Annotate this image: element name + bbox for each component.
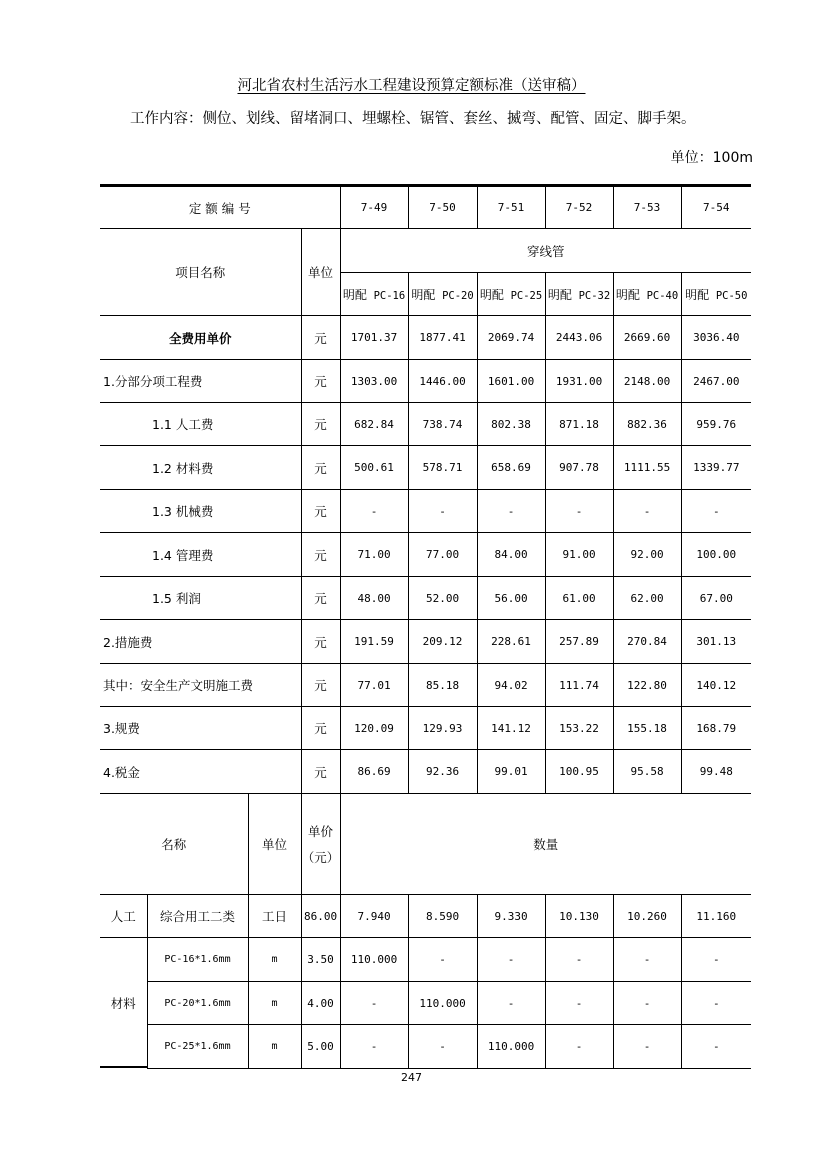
cost-row-unit: 元 xyxy=(301,533,340,577)
cost-value: 2443.06 xyxy=(545,316,613,360)
cost-row-name: 2.措施费 xyxy=(100,620,301,664)
cost-value: 1339.77 xyxy=(681,446,751,490)
cost-value: 500.61 xyxy=(340,446,408,490)
cost-value: 209.12 xyxy=(408,620,477,664)
cost-value: 1931.00 xyxy=(545,360,613,403)
cost-row xyxy=(100,360,751,403)
spec-header xyxy=(613,273,681,316)
cost-value: 738.74 xyxy=(408,403,477,446)
cost-row-unit: 元 xyxy=(301,664,340,707)
quota-code: 7-50 xyxy=(408,186,477,229)
cost-value: - xyxy=(408,490,477,533)
cost-value: 155.18 xyxy=(613,707,681,750)
material-price: 3.50 xyxy=(301,938,340,982)
price-label-line2: （元） xyxy=(301,850,340,865)
cost-value: 871.18 xyxy=(545,403,613,446)
cost-row xyxy=(100,664,751,707)
labor-unit: 工日 xyxy=(248,895,301,938)
material-price: 5.00 xyxy=(301,1025,340,1069)
quota-code-label: 定 额 编 号 xyxy=(100,186,340,229)
resource-header-row xyxy=(100,794,751,895)
material-unit: m xyxy=(248,982,301,1025)
cost-value: 52.00 xyxy=(408,577,477,620)
cost-value: 301.13 xyxy=(681,620,751,664)
resource-name-header: 名称 xyxy=(100,794,248,895)
cost-value: 140.12 xyxy=(681,664,751,707)
cost-row-unit: 元 xyxy=(301,403,340,446)
spec-prefix: 明配 xyxy=(685,287,710,302)
cost-value: - xyxy=(613,490,681,533)
labor-category: 人工 xyxy=(100,895,147,938)
material-row xyxy=(100,938,751,982)
material-name: PC-20*1.6mm xyxy=(147,982,248,1025)
quota-code: 7-49 xyxy=(340,186,408,229)
cost-value: 270.84 xyxy=(613,620,681,664)
cost-value: 56.00 xyxy=(477,577,545,620)
cost-row-name: 全费用单价 xyxy=(100,316,301,360)
cost-value: 959.76 xyxy=(681,403,751,446)
header-row-group xyxy=(100,229,751,273)
item-name-header: 项目名称 xyxy=(100,229,301,316)
cost-row-name: 1.分部分项工程费 xyxy=(100,360,301,403)
cost-value: 141.12 xyxy=(477,707,545,750)
cost-row xyxy=(100,533,751,577)
quota-code-row xyxy=(100,186,751,229)
cost-row xyxy=(100,750,751,794)
resource-price-header xyxy=(301,794,340,895)
work-content: 工作内容：侧位、划线、留堵洞口、埋螺栓、锯管、套丝、揻弯、配管、固定、脚手架。 xyxy=(130,111,696,127)
spec-code: PC-40 xyxy=(646,289,679,302)
cost-row-unit: 元 xyxy=(301,360,340,403)
cost-value: 100.95 xyxy=(545,750,613,794)
cost-value: 1446.00 xyxy=(408,360,477,403)
cost-value: 2669.60 xyxy=(613,316,681,360)
spec-prefix: 明配 xyxy=(547,287,572,302)
cost-row-name: 4.税金 xyxy=(100,750,301,794)
cost-value: 1877.41 xyxy=(408,316,477,360)
spec-code: PC-20 xyxy=(442,289,474,302)
labor-price: 86.00 xyxy=(301,895,340,938)
cost-value: 85.18 xyxy=(408,664,477,707)
cost-value: 802.38 xyxy=(477,403,545,446)
quantity-header: 数量 xyxy=(340,794,751,895)
cost-value: 882.36 xyxy=(613,403,681,446)
labor-qty: 11.160 xyxy=(681,895,751,938)
cost-row-unit: 元 xyxy=(301,490,340,533)
spec-prefix: 明配 xyxy=(342,287,367,302)
document-title xyxy=(0,74,823,95)
material-row xyxy=(100,982,751,1025)
material-qty: - xyxy=(340,982,408,1025)
cost-row-unit: 元 xyxy=(301,577,340,620)
cost-value: - xyxy=(477,490,545,533)
cost-value: 48.00 xyxy=(340,577,408,620)
unit-header: 单位 xyxy=(301,229,340,316)
spec-prefix: 明配 xyxy=(479,287,504,302)
cost-row-unit: 元 xyxy=(301,620,340,664)
labor-row xyxy=(100,895,751,938)
cost-value: - xyxy=(545,490,613,533)
material-qty: - xyxy=(613,938,681,982)
cost-value: 129.93 xyxy=(408,707,477,750)
material-name: PC-25*1.6mm xyxy=(147,1025,248,1069)
labor-qty: 10.260 xyxy=(613,895,681,938)
cost-value: 100.00 xyxy=(681,533,751,577)
material-price: 4.00 xyxy=(301,982,340,1025)
cost-value: 1601.00 xyxy=(477,360,545,403)
material-qty: - xyxy=(545,982,613,1025)
material-qty: 110.000 xyxy=(477,1025,545,1069)
labor-qty: 7.940 xyxy=(340,895,408,938)
cost-value: 2467.00 xyxy=(681,360,751,403)
quota-table xyxy=(100,184,751,1069)
cost-value: 99.01 xyxy=(477,750,545,794)
cost-value: 91.00 xyxy=(545,533,613,577)
cost-value: 1701.37 xyxy=(340,316,408,360)
cost-row-unit: 元 xyxy=(301,707,340,750)
spec-code: PC-25 xyxy=(510,289,543,302)
cost-value: 257.89 xyxy=(545,620,613,664)
spec-prefix: 明配 xyxy=(615,287,640,302)
quota-code: 7-53 xyxy=(613,186,681,229)
spec-header xyxy=(408,273,477,316)
labor-qty: 8.590 xyxy=(408,895,477,938)
cost-value: - xyxy=(340,490,408,533)
cost-row xyxy=(100,490,751,533)
material-qty: - xyxy=(340,1025,408,1069)
cost-value: 1303.00 xyxy=(340,360,408,403)
cost-value: 111.74 xyxy=(545,664,613,707)
cost-value: 3036.40 xyxy=(681,316,751,360)
cost-row-unit: 元 xyxy=(301,750,340,794)
labor-qty: 9.330 xyxy=(477,895,545,938)
material-qty: - xyxy=(545,1025,613,1069)
labor-name: 综合用工二类 xyxy=(147,895,248,938)
spec-header xyxy=(477,273,545,316)
material-qty: - xyxy=(681,938,751,982)
cost-value: 77.00 xyxy=(408,533,477,577)
quota-code: 7-51 xyxy=(477,186,545,229)
cost-row-name: 1.3 机械费 xyxy=(100,490,301,533)
page-number: 247 xyxy=(401,1071,422,1084)
cost-value: 92.00 xyxy=(613,533,681,577)
spec-code: PC-16 xyxy=(373,289,406,302)
cost-row-name: 1.2 材料费 xyxy=(100,446,301,490)
labor-qty: 10.130 xyxy=(545,895,613,938)
material-qty: - xyxy=(477,938,545,982)
cost-value: - xyxy=(681,490,751,533)
cost-row xyxy=(100,446,751,490)
cost-row xyxy=(100,577,751,620)
material-qty: 110.000 xyxy=(340,938,408,982)
cost-value: 122.80 xyxy=(613,664,681,707)
cost-row xyxy=(100,620,751,664)
cost-value: 153.22 xyxy=(545,707,613,750)
spec-code: PC-32 xyxy=(578,289,611,302)
table-bottom-rule xyxy=(100,1066,147,1068)
cost-row-name: 1.1 人工费 xyxy=(100,403,301,446)
material-qty: - xyxy=(408,1025,477,1069)
spec-header xyxy=(340,273,408,316)
cost-row xyxy=(100,707,751,750)
cost-value: 578.71 xyxy=(408,446,477,490)
material-qty: - xyxy=(681,982,751,1025)
cost-value: 86.69 xyxy=(340,750,408,794)
cost-value: 191.59 xyxy=(340,620,408,664)
cost-value: 95.58 xyxy=(613,750,681,794)
cost-row-name: 1.5 利润 xyxy=(100,577,301,620)
material-qty: - xyxy=(613,982,681,1025)
cost-row-unit: 元 xyxy=(301,316,340,360)
material-qty: - xyxy=(613,1025,681,1069)
material-category: 材料 xyxy=(100,938,147,1069)
cost-value: 2148.00 xyxy=(613,360,681,403)
cost-value: 67.00 xyxy=(681,577,751,620)
material-qty: - xyxy=(477,982,545,1025)
material-qty: - xyxy=(681,1025,751,1069)
material-qty: - xyxy=(408,938,477,982)
cost-row-name: 1.4 管理费 xyxy=(100,533,301,577)
cost-value: 168.79 xyxy=(681,707,751,750)
cost-row-unit: 元 xyxy=(301,446,340,490)
spec-header xyxy=(681,273,751,316)
cost-value: 2069.74 xyxy=(477,316,545,360)
cost-value: 77.01 xyxy=(340,664,408,707)
cost-value: 71.00 xyxy=(340,533,408,577)
measurement-unit: 单位：100m xyxy=(670,150,753,166)
cost-value: 84.00 xyxy=(477,533,545,577)
cost-value: 92.36 xyxy=(408,750,477,794)
cost-row-total xyxy=(100,316,751,360)
cost-value: 228.61 xyxy=(477,620,545,664)
cost-value: 61.00 xyxy=(545,577,613,620)
material-qty: - xyxy=(545,938,613,982)
spec-prefix: 明配 xyxy=(411,287,436,302)
cost-row-name: 3.规费 xyxy=(100,707,301,750)
material-unit: m xyxy=(248,1025,301,1069)
cost-value: 120.09 xyxy=(340,707,408,750)
cost-value: 99.48 xyxy=(681,750,751,794)
cost-row xyxy=(100,403,751,446)
quota-code: 7-52 xyxy=(545,186,613,229)
cost-value: 658.69 xyxy=(477,446,545,490)
cost-row-name: 其中：安全生产文明施工费 xyxy=(100,664,301,707)
material-row xyxy=(100,1025,751,1069)
material-qty: 110.000 xyxy=(408,982,477,1025)
quota-code: 7-54 xyxy=(681,186,751,229)
cost-value: 907.78 xyxy=(545,446,613,490)
cost-value: 1111.55 xyxy=(613,446,681,490)
group-header: 穿线管 xyxy=(340,229,751,273)
document-title-text: 河北省农村生活污水工程建设预算定额标准（送审稿） xyxy=(237,78,586,94)
resource-unit-header: 单位 xyxy=(248,794,301,895)
spec-header xyxy=(545,273,613,316)
cost-value: 682.84 xyxy=(340,403,408,446)
material-name: PC-16*1.6mm xyxy=(147,938,248,982)
material-unit: m xyxy=(248,938,301,982)
spec-code: PC-50 xyxy=(715,289,748,302)
price-label-line1: 单价 xyxy=(308,824,334,839)
cost-value: 62.00 xyxy=(613,577,681,620)
cost-value: 94.02 xyxy=(477,664,545,707)
